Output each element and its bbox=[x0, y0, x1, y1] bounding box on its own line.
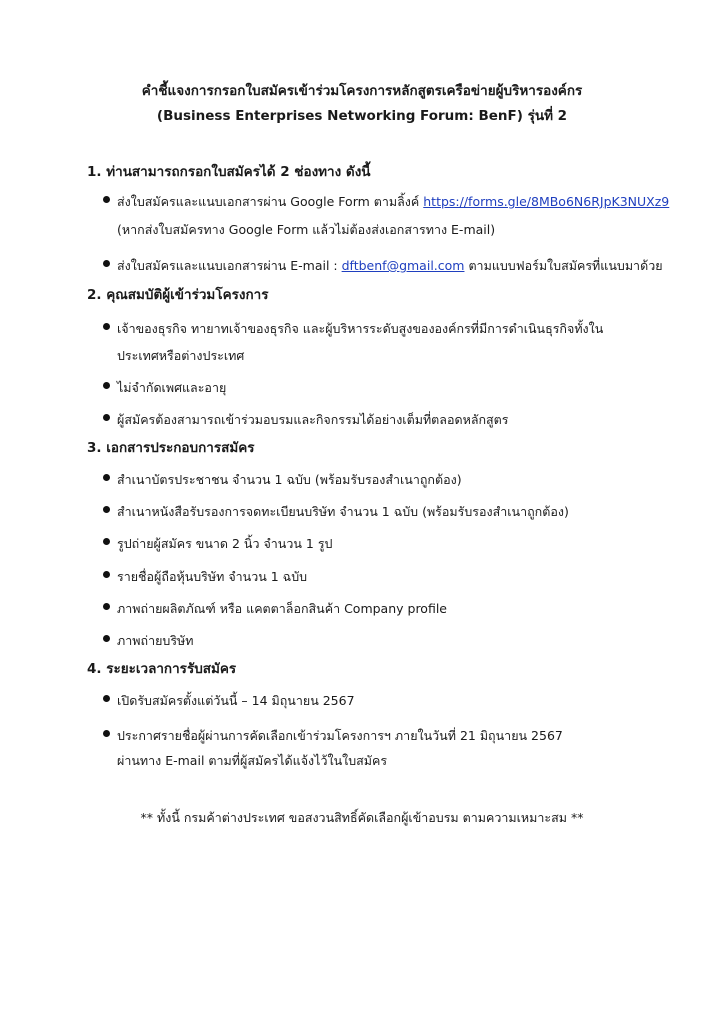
list-item-continuation: ผ่านทาง E-mail ตามที่ผู้สมัครได้แจ้งไว้ในใบสมัคร bbox=[117, 753, 388, 768]
list-item: รูปถ่ายผู้สมัคร ขนาด 2 นิ้ว จำนวน 1 รูป bbox=[117, 536, 333, 551]
section-heading-period: 4. ระยะเวลาการรับสมัคร bbox=[87, 661, 237, 677]
list-item: สำเนาหนังสือรับรองการจดทะเบียนบริษัท จำนวน 1 ฉบับ (พร้อมรับรองสำเนาถูกต้อง) bbox=[117, 504, 569, 519]
list-item: ภาพถ่ายบริษัท bbox=[117, 633, 194, 648]
bullet-icon bbox=[103, 414, 110, 421]
list-item: เจ้าของธุรกิจ ทายาทเจ้าของธุรกิจ และผู้บริหารระดับสูงขององค์กรที่มีการดำเนินธุรกิจทั้งใน bbox=[117, 321, 604, 336]
document-title: คำชี้แจงการกรอกใบสมัครเข้าร่วมโครงการหลักสูตรเครือข่ายผู้บริหารองค์กร bbox=[141, 83, 583, 99]
bullet-icon bbox=[103, 382, 110, 389]
list-item: ผู้สมัครต้องสามารถเข้าร่วมอบรมและกิจกรรมได้อย่างเต็มที่ตลอดหลักสูตร bbox=[117, 412, 509, 427]
list-item: ประกาศรายชื่อผู้ผ่านการคัดเลือกเข้าร่วมโครงการฯ ภายในวันที่ 21 มิถุนายน 2567 bbox=[117, 728, 563, 743]
bullet-icon bbox=[103, 506, 110, 513]
footer-note: ** ทั้งนี้ กรมค้าต่างประเทศ ขอสงวนสิทธิ์คัดเลือกผู้เข้าอบรม ตามความเหมาะสม ** bbox=[140, 810, 584, 825]
bullet-icon bbox=[103, 323, 110, 330]
bullet-icon bbox=[103, 538, 110, 545]
section-heading-channels: 1. ท่านสามารถกรอกใบสมัครได้ 2 ช่องทาง ดังนี้ bbox=[87, 164, 371, 180]
list-item-email: ส่งใบสมัครและแนบเอกสารผ่าน E-mail : dftbenf@gmail.com ตามแบบฟอร์มใบสมัครที่แนบมาด้วย bbox=[117, 258, 663, 273]
document-subtitle: (Business Enterprises Networking Forum: BenF) รุ่นที่ 2 bbox=[156, 108, 568, 124]
bullet-icon bbox=[103, 571, 110, 578]
google-form-link[interactable]: https://forms.gle/8MBo6N6RJpK3NUXz9 bbox=[423, 194, 670, 209]
email-link[interactable]: dftbenf@gmail.com bbox=[341, 258, 465, 273]
bullet-icon bbox=[103, 695, 110, 702]
list-item-continuation: ประเทศหรือต่างประเทศ bbox=[117, 348, 245, 363]
bullet-icon bbox=[103, 474, 110, 481]
list-item: เปิดรับสมัครตั้งแต่วันนี้ – 14 มิถุนายน 2567 bbox=[117, 693, 355, 708]
list-item: สำเนาบัตรประชาชน จำนวน 1 ฉบับ (พร้อมรับรองสำเนาถูกต้อง) bbox=[117, 472, 462, 487]
section-heading-documents: 3. เอกสารประกอบการสมัคร bbox=[87, 440, 255, 456]
bullet-icon bbox=[103, 260, 110, 267]
bullet-icon bbox=[103, 730, 110, 737]
list-item: รายชื่อผู้ถือหุ้นบริษัท จำนวน 1 ฉบับ bbox=[117, 569, 308, 584]
list-item-google-form: ส่งใบสมัครและแนบเอกสารผ่าน Google Form ตามลิ้งค์ https://forms.gle/8MBo6N6RJpK3NUXz9 bbox=[117, 194, 670, 209]
list-item-continuation: (หากส่งใบสมัครทาง Google Form แล้วไม่ต้องส่งเอกสารทาง E-mail) bbox=[117, 222, 496, 237]
bullet-icon bbox=[103, 196, 110, 203]
list-item: ไม่จำกัดเพศและอายุ bbox=[117, 380, 227, 395]
list-item: ภาพถ่ายผลิตภัณฑ์ หรือ แคตตาล็อกสินค้า Company profile bbox=[117, 601, 447, 616]
bullet-icon bbox=[103, 603, 110, 610]
section-heading-qualifications: 2. คุณสมบัติผู้เข้าร่วมโครงการ bbox=[87, 287, 269, 303]
bullet-icon bbox=[103, 635, 110, 642]
